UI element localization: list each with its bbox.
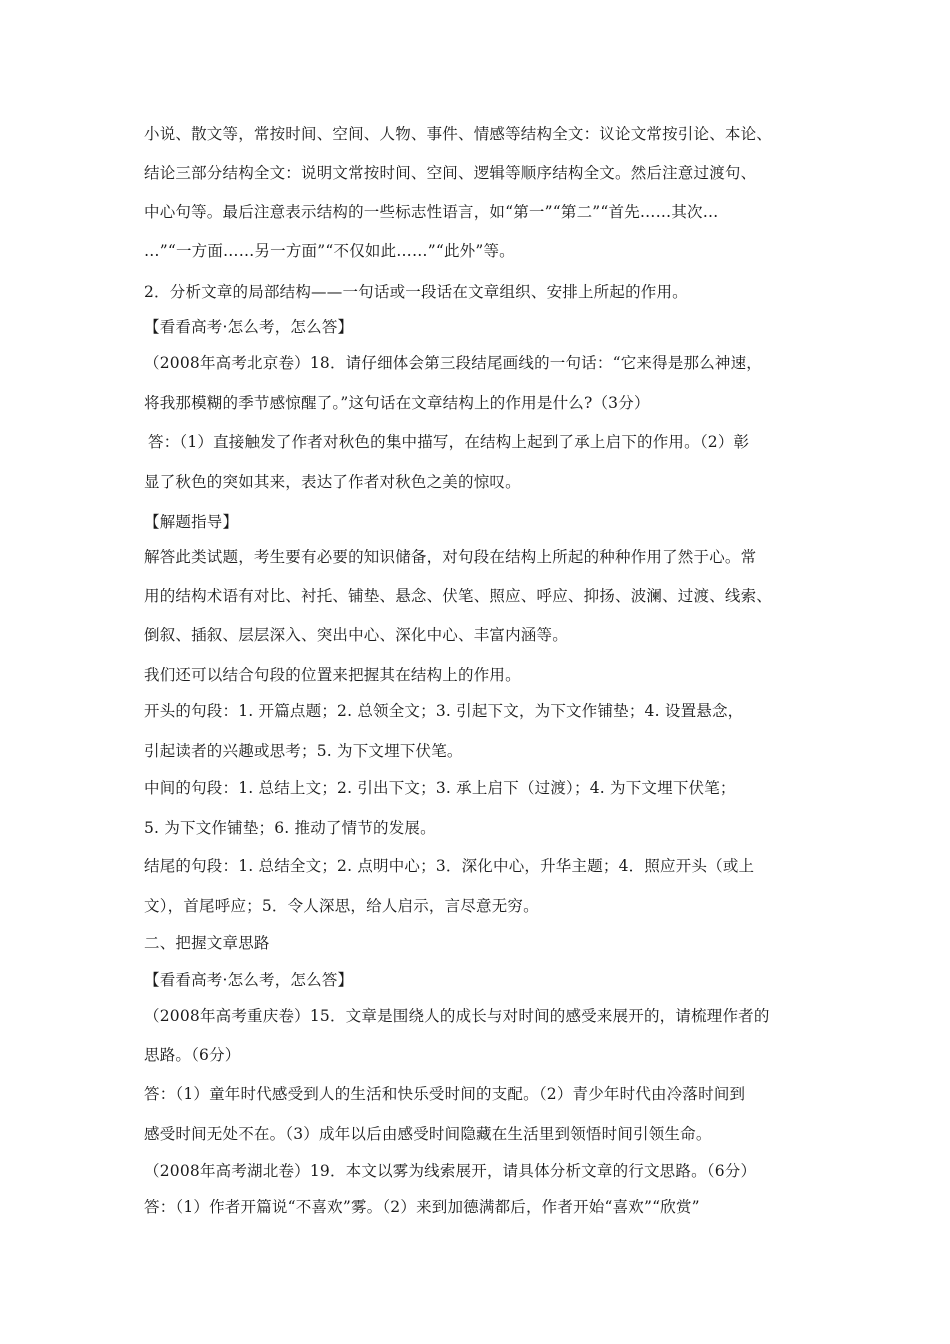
text-line: 解答此类试题，考生要有必要的知识储备，对句段在结构上所起的种种作用了然于心。常 [144,548,757,566]
question-line: （2008年高考湖北卷）19．本文以雾为线索展开，请具体分析文章的行文思路。（6分） [144,1162,757,1180]
section-heading: 二、把握文章思路 [144,934,270,952]
answer-line: 答：（1）童年时代感受到人的生活和快乐受时间的支配。（2）青少年时代由冷落时间到 [144,1085,746,1103]
question-line: 将我那模糊的季节感惊醒了。”这句话在文章结构上的作用是什么?（3分） [144,394,650,412]
text-line: …”“一方面……另一方面”“不仅如此……”“此外”等。 [144,242,515,260]
question-line: （2008年高考重庆卷）15．文章是围绕人的成长与对时间的感受来展开的，请梳理作者的 [144,1007,770,1025]
subheading: 【看看高考·怎么考，怎么答】 [144,318,354,336]
text-line: 结尾的句段：1. 总结全文；2. 点明中心；3．深化中心，升华主题；4．照应开头（或上 [144,857,755,875]
answer-line: 答：（1）直接触发了作者对秋色的集中描写，在结构上起到了承上启下的作用。（2）彰 [148,433,750,451]
text-line: 我们还可以结合句段的位置来把握其在结构上的作用。 [144,666,521,684]
answer-line: 显了秋色的突如其来，表达了作者对秋色之美的惊叹。 [144,473,521,491]
text-line: 开头的句段：1. 开篇点题；2. 总领全文；3. 引起下文，为下文作铺垫；4. 设置悬念， [144,702,744,720]
subheading: 【看看高考·怎么考，怎么答】 [144,971,354,989]
text-line: 中心句等。最后注意表示结构的一些标志性语言，如“第一”“第二”“首先……其次… [144,203,719,221]
text-line: 结论三部分结构全文：说明文常按时间、空间、逻辑等顺序结构全文。然后注意过渡句、 [144,164,757,182]
text-line: 用的结构术语有对比、衬托、铺垫、悬念、伏笔、照应、呼应、抑扬、波澜、过渡、线索、 [144,587,773,605]
section-item: 2．分析文章的局部结构——一句话或一段话在文章组织、安排上所起的作用。 [144,283,688,301]
text-line: 中间的句段：1. 总结上文；2. 引出下文；3. 承上启下（过渡）；4. 为下文埋下伏笔； [144,779,736,797]
question-line: （2008年高考北京卷）18．请仔细体会第三段结尾画线的一句话：“它来得是那么神速， [144,354,762,372]
text-line: 小说、散文等，常按时间、空间、人物、事件、情感等结构全文：议论文常按引论、本论、 [144,125,773,143]
answer-line: 答：（1）作者开篇说“不喜欢”雾。（2）来到加德满都后，作者开始“喜欢”“欣赏” [144,1198,700,1216]
text-line: 引起读者的兴趣或思考；5. 为下文埋下伏笔。 [144,742,463,760]
text-line: 文），首尾呼应；5．令人深思，给人启示，言尽意无穷。 [144,897,539,915]
subheading: 【解题指导】 [144,513,239,531]
question-line: 思路。（6分） [144,1046,241,1064]
answer-line: 感受时间无处不在。（3）成年以后由感受时间隐藏在生活里到领悟时间引领生命。 [144,1125,712,1143]
text-line: 5. 为下文作铺垫；6. 推动了情节的发展。 [144,819,436,837]
text-line: 倒叙、插叙、层层深入、突出中心、深化中心、丰富内涵等。 [144,626,568,644]
